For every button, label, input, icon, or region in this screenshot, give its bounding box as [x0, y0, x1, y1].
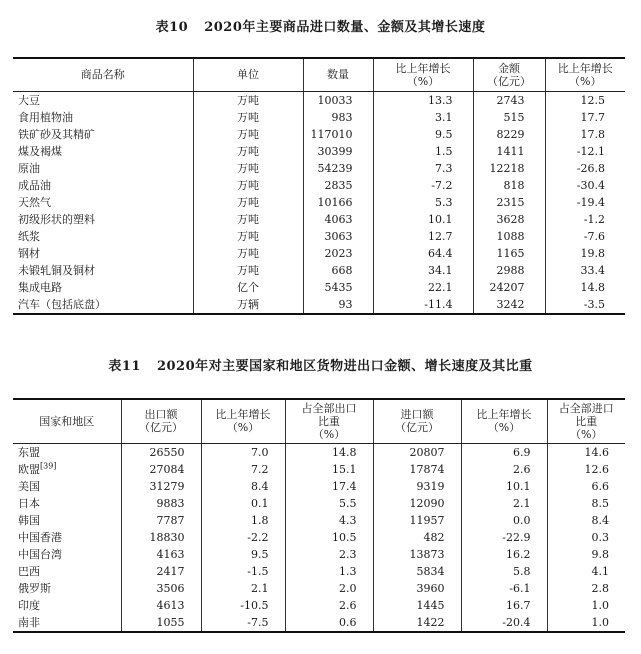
table11-cell: 1.3 [285, 563, 373, 580]
table10-cell: 818 [473, 177, 545, 194]
table11-cell: 1.0 [547, 597, 625, 614]
table10-cell: -1.2 [545, 211, 625, 228]
table11-cell: 16.2 [461, 546, 547, 563]
table11-cell: 12.6 [547, 461, 625, 478]
table11-cell: 俄罗斯 [18, 581, 51, 595]
table11-cell: -10.5 [201, 597, 285, 614]
table11-cell: 2.1 [201, 580, 285, 597]
table11-cell: 美国 [18, 479, 40, 493]
table10-cell: 3628 [473, 211, 545, 228]
table11-cell: 中国台湾 [18, 547, 62, 561]
table10-header: 比上年增长 （%） [373, 58, 473, 91]
table10-cell: 天然气 [18, 195, 51, 209]
table11-header: 占全部出口 比重 （%） [285, 399, 373, 443]
table10-cell: 万吨 [193, 211, 303, 228]
table10-caption: 2020年主要商品进口数量、金额及其增长速度 [204, 20, 486, 35]
table11-cell: 14.8 [285, 443, 373, 461]
table11-cell: 7.2 [201, 461, 285, 478]
table10-row [13, 126, 625, 143]
table10-cell: 30399 [303, 143, 373, 160]
table10-cell: 万吨 [193, 143, 303, 160]
table10-cell: 117010 [303, 126, 373, 143]
table10-cell: 食用植物油 [18, 110, 73, 124]
table10-row [13, 245, 625, 262]
table11-cell: 18830 [121, 529, 201, 546]
table11-cell: 17874 [373, 461, 461, 478]
table11-header-row [13, 399, 625, 443]
table11-row [13, 546, 625, 563]
table10-row [13, 109, 625, 126]
table10-cell: 3.1 [373, 109, 473, 126]
table10-cell: 万吨 [193, 245, 303, 262]
table11-cell: 印度 [18, 598, 40, 612]
table11-cell: 0.3 [547, 529, 625, 546]
table11-cell: 韩国 [18, 513, 40, 527]
table11-cell: 东盟 [18, 445, 40, 459]
table10-cell: 万吨 [193, 177, 303, 194]
table10-cell: 1411 [473, 143, 545, 160]
table11-cell: 31279 [121, 478, 201, 495]
table10-cell: 2988 [473, 262, 545, 279]
table11 [13, 398, 625, 633]
table10-cell: -19.4 [545, 194, 625, 211]
table11-cell: 4.3 [285, 512, 373, 529]
table10-cell: 1088 [473, 228, 545, 245]
table10-cell: 4063 [303, 211, 373, 228]
table11-cell: 6.9 [461, 443, 547, 461]
table11-cell: 4613 [121, 597, 201, 614]
table11-cell: 1445 [373, 597, 461, 614]
table11-cell: 2.3 [285, 546, 373, 563]
table11-header: 占全部进口 比重 （%） [547, 399, 625, 443]
table10-cell: 668 [303, 262, 373, 279]
table11-cell: -22.9 [461, 529, 547, 546]
table11-header: 比上年增长 （%） [201, 399, 285, 443]
table10-cell: 14.8 [545, 279, 625, 296]
table11-cell: 2.0 [285, 580, 373, 597]
table10-row [13, 91, 625, 109]
table11-cell: 0.1 [201, 495, 285, 512]
table11-cell: 2.1 [461, 495, 547, 512]
table10-cell: 8229 [473, 126, 545, 143]
table10-cell: 7.3 [373, 160, 473, 177]
table10 [13, 57, 625, 315]
table11-cell: 3960 [373, 580, 461, 597]
table10-cell: 万吨 [193, 262, 303, 279]
table11-cell: 2417 [121, 563, 201, 580]
table10-cell: 2023 [303, 245, 373, 262]
table10-cell: 成品油 [18, 178, 51, 192]
table10-cell: 钢材 [18, 246, 40, 260]
table11-cell: 20807 [373, 443, 461, 461]
table10-cell: 汽车（包括底盘） [18, 297, 106, 311]
table10-cell: 515 [473, 109, 545, 126]
table11-header: 进口额 （亿元） [373, 399, 461, 443]
table10-cell: 10.1 [373, 211, 473, 228]
table11-cell: 5.8 [461, 563, 547, 580]
table11-row [13, 495, 625, 512]
table11-cell: 3506 [121, 580, 201, 597]
table10-cell: 22.1 [373, 279, 473, 296]
table11-header: 出口额 （亿元） [121, 399, 201, 443]
table11-cell: 1055 [121, 614, 201, 632]
table11-cell: 5.5 [285, 495, 373, 512]
table11-cell: 9.5 [201, 546, 285, 563]
table10-cell: 集成电路 [18, 280, 62, 294]
table11-cell: 6.6 [547, 478, 625, 495]
table11-cell: 4.1 [547, 563, 625, 580]
table10-header: 数量 [303, 58, 373, 91]
table10-row [13, 194, 625, 211]
table10-cell: 10166 [303, 194, 373, 211]
table10-cell: 3063 [303, 228, 373, 245]
table10-cell: 93 [303, 296, 373, 314]
table10-cell: 17.7 [545, 109, 625, 126]
table11-cell: -7.5 [201, 614, 285, 632]
table10-cell: 亿个 [193, 279, 303, 296]
table10-cell: 万吨 [193, 194, 303, 211]
table10-cell: 64.4 [373, 245, 473, 262]
table10-header-row [13, 58, 625, 91]
table10-cell: -26.8 [545, 160, 625, 177]
table11-title [0, 355, 641, 374]
table10-row [13, 228, 625, 245]
table11-cell: 2.6 [285, 597, 373, 614]
table11-cell: 巴西 [18, 564, 40, 578]
table10-cell: 1.5 [373, 143, 473, 160]
table11-row [13, 580, 625, 597]
table10-cell: 煤及褐煤 [18, 144, 62, 158]
table10-cell: 万吨 [193, 228, 303, 245]
table10-cell: 万吨 [193, 160, 303, 177]
table10-cell: 13.3 [373, 91, 473, 109]
table10-cell: 17.8 [545, 126, 625, 143]
table11-cell: 10.5 [285, 529, 373, 546]
table10-header: 单位 [193, 58, 303, 91]
table10-row [13, 211, 625, 228]
table10-cell: -7.6 [545, 228, 625, 245]
table11-cell: 9319 [373, 478, 461, 495]
table11-cell: 5834 [373, 563, 461, 580]
table11-cell: -2.2 [201, 529, 285, 546]
table11-cell: 南非 [18, 615, 40, 629]
table11-cell: 7787 [121, 512, 201, 529]
table11-row [13, 529, 625, 546]
table10-cell: 12218 [473, 160, 545, 177]
table11-cell: 2.8 [547, 580, 625, 597]
table10-cell: 1165 [473, 245, 545, 262]
table11-cell: 7.0 [201, 443, 285, 461]
table10-cell: 5.3 [373, 194, 473, 211]
table10-cell: 3242 [473, 296, 545, 314]
table10-cell: 24207 [473, 279, 545, 296]
table11-cell: -1.5 [201, 563, 285, 580]
table11-cell: 8.5 [547, 495, 625, 512]
table10-row [13, 177, 625, 194]
table11-cell: 欧盟[39] [18, 460, 57, 476]
table10-cell: 54239 [303, 160, 373, 177]
table11-row [13, 512, 625, 529]
table11-row [13, 597, 625, 614]
table11-cell: 14.6 [547, 443, 625, 461]
table11-row [13, 563, 625, 580]
table10-cell: 10033 [303, 91, 373, 109]
table10-cell: 33.4 [545, 262, 625, 279]
table10-title [0, 16, 641, 35]
table11-cell: 1.8 [201, 512, 285, 529]
table11-cell: 26550 [121, 443, 201, 461]
table10-cell: 12.5 [545, 91, 625, 109]
table10-cell: 万辆 [193, 296, 303, 314]
table11-cell: 15.1 [285, 461, 373, 478]
table10-header: 比上年增长 （%） [545, 58, 625, 91]
table10-header: 金额 （亿元） [473, 58, 545, 91]
table11-cell: -20.4 [461, 614, 547, 632]
table11-body [13, 443, 625, 632]
table11-header: 国家和地区 [13, 399, 121, 443]
table10-cell: 983 [303, 109, 373, 126]
table11-row [13, 461, 625, 478]
table10-cell: -11.4 [373, 296, 473, 314]
table11-header: 比上年增长 （%） [461, 399, 547, 443]
table10-cell: 大豆 [18, 93, 40, 107]
table11-cell: 10.1 [461, 478, 547, 495]
table10-cell: 万吨 [193, 109, 303, 126]
table11-cell: 27084 [121, 461, 201, 478]
table11-cell: 482 [373, 529, 461, 546]
table11-cell: 4163 [121, 546, 201, 563]
table10-cell: 初级形状的塑料 [18, 212, 95, 226]
table10-cell: -12.1 [545, 143, 625, 160]
table11-cell: 17.4 [285, 478, 373, 495]
table11-cell: 0.0 [461, 512, 547, 529]
table11-cell: 1422 [373, 614, 461, 632]
table10-cell: -7.2 [373, 177, 473, 194]
table10-cell: 未锻轧铜及铜材 [18, 263, 95, 277]
table10-row [13, 143, 625, 160]
table10-cell: 纸浆 [18, 229, 40, 243]
table11-cell: 16.7 [461, 597, 547, 614]
table10-cell: 34.1 [373, 262, 473, 279]
table10-cell: 万吨 [193, 126, 303, 143]
table10-cell: 12.7 [373, 228, 473, 245]
table10-cell: 铁矿砂及其精矿 [18, 127, 95, 141]
table10-cell: 原油 [18, 161, 40, 175]
table11-row [13, 478, 625, 495]
table11-cell: 2.6 [461, 461, 547, 478]
table11-number: 表11 [108, 359, 141, 374]
table11-cell: 中国香港 [18, 530, 62, 544]
table11-cell: 日本 [18, 496, 40, 510]
table10-cell: 5435 [303, 279, 373, 296]
table10-row [13, 296, 625, 314]
table11-row [13, 443, 625, 461]
table10-cell: -3.5 [545, 296, 625, 314]
table10-row [13, 160, 625, 177]
table11-cell: 1.0 [547, 614, 625, 632]
table10-row [13, 279, 625, 296]
table10-cell: 2743 [473, 91, 545, 109]
table11-cell: -6.1 [461, 580, 547, 597]
table10-cell: 9.5 [373, 126, 473, 143]
table11-cell: 12090 [373, 495, 461, 512]
table10-header: 商品名称 [13, 58, 193, 91]
table11-cell: 9883 [121, 495, 201, 512]
table11-cell: 13873 [373, 546, 461, 563]
table10-cell: 万吨 [193, 91, 303, 109]
table11-row [13, 614, 625, 632]
footnote-marker: [39] [40, 460, 57, 470]
table11-cell: 0.6 [285, 614, 373, 632]
table10-cell: 19.8 [545, 245, 625, 262]
table11-cell: 9.8 [547, 546, 625, 563]
table10-body [13, 91, 625, 314]
table11-cell: 8.4 [201, 478, 285, 495]
table11-caption: 2020年对主要国家和地区货物进出口金额、增长速度及其比重 [156, 359, 533, 374]
table10-cell: 2835 [303, 177, 373, 194]
table10-row [13, 262, 625, 279]
table11-cell: 8.4 [547, 512, 625, 529]
table10-cell: 2315 [473, 194, 545, 211]
table10-cell: -30.4 [545, 177, 625, 194]
table11-cell: 11957 [373, 512, 461, 529]
table10-number: 表10 [155, 20, 189, 35]
